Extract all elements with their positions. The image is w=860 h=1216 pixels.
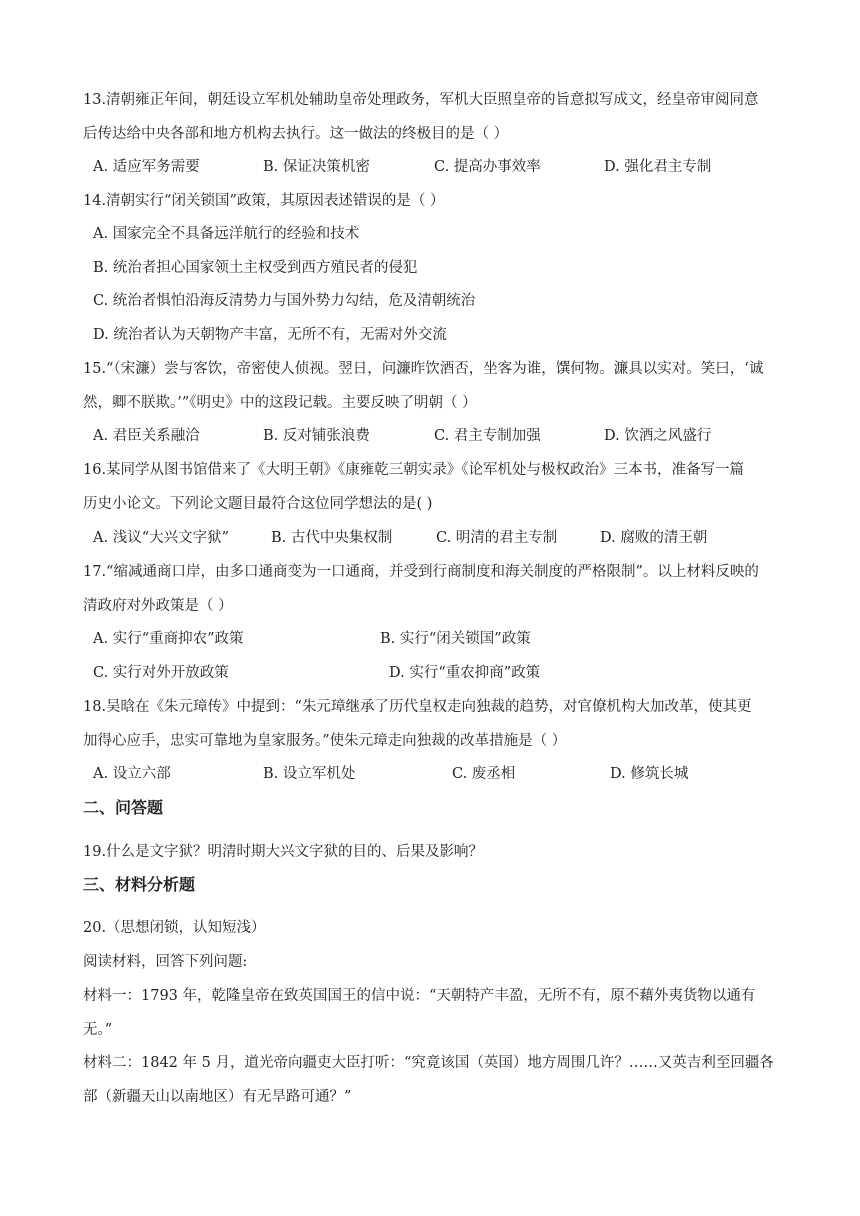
q15-stem-line-2: 然，卿不朕欺。’”《明史》中的这段记载。主要反映了明朝（ ） bbox=[83, 395, 477, 411]
q17-stem-line-1: 17.“缩减通商口岸，由多口通商变为一口通商，并受到行商制度和海关制度的严格限制”。以上材料反映的 bbox=[83, 564, 759, 580]
q16-option-a[interactable]: A. 浅议“大兴文字狱” bbox=[93, 530, 230, 546]
q15-option-c[interactable]: C. 君主专制加强 bbox=[434, 428, 541, 444]
q15-stem-line-1: 15.“（宋濂）尝与客饮，帝密使人侦视。翌日，问濂昨饮酒否，坐客为谁，馔何物。濂具以实对。笑曰，‘诚 bbox=[83, 361, 764, 377]
q13-stem-line-2: 后传达给中央各部和地方机构去执行。这一做法的终极目的是（ ） bbox=[83, 126, 509, 142]
material-2-line-2: 部（新疆天山以南地区）有无旱路可通？” bbox=[83, 1089, 352, 1105]
q17-option-b[interactable]: B. 实行“闭关锁国”政策 bbox=[380, 631, 531, 647]
q18-stem-line-2: 加得心应手，忠实可靠地为皇家服务。”使朱元璋走向独裁的改革措施是（ ） bbox=[83, 733, 567, 749]
q14-option-d[interactable]: D. 统治者认为天朝物产丰富，无所不有，无需对外交流 bbox=[93, 327, 447, 343]
q13-option-a[interactable]: A. 适应军务需要 bbox=[93, 159, 200, 175]
q17-option-d[interactable]: D. 实行“重农抑商”政策 bbox=[389, 665, 541, 681]
q18-option-c[interactable]: C. 废丞相 bbox=[452, 766, 516, 782]
q17-stem-line-2: 清政府对外政策是（ ） bbox=[83, 598, 233, 614]
q13-option-b[interactable]: B. 保证决策机密 bbox=[263, 159, 370, 175]
q20-heading: 20.（思想闭锁，认知短浅） bbox=[83, 920, 266, 936]
q15-option-b[interactable]: B. 反对铺张浪费 bbox=[263, 428, 370, 444]
q18-stem-line-1: 18.吴晗在《朱元璋传》中提到：“朱元璋继承了历代皇权走向独裁的趋势，对官僚机构大加改革，使其更 bbox=[83, 699, 752, 715]
q20-intro: 阅读材料，回答下列问题: bbox=[83, 954, 248, 970]
q13-option-c[interactable]: C. 提高办事效率 bbox=[434, 159, 541, 175]
material-1-line-1: 材料一：1793 年，乾隆皇帝在致英国国王的信中说：“天朝特产丰盈，无所不有，原不藉外夷货物以通有 bbox=[83, 988, 756, 1004]
q16-stem-line-2: 历史小论文。下列论文题目最符合这位同学想法的是( ) bbox=[83, 496, 433, 512]
material-1-line-2: 无。” bbox=[83, 1022, 113, 1038]
section-2-title: 二、问答题 bbox=[83, 798, 164, 817]
q17-option-c[interactable]: C. 实行对外开放政策 bbox=[93, 665, 229, 681]
q18-option-b[interactable]: B. 设立军机处 bbox=[263, 766, 356, 782]
q16-option-b[interactable]: B. 古代中央集权制 bbox=[271, 530, 393, 546]
section-3-title: 三、材料分析题 bbox=[83, 875, 196, 894]
q18-option-a[interactable]: A. 设立六部 bbox=[93, 766, 171, 782]
q19-stem: 19.什么是文字狱？明清时期大兴文字狱的目的、后果及影响？ bbox=[83, 844, 484, 860]
q13-stem-line-1: 13.清朝雍正年间，朝廷设立军机处辅助皇帝处理政务，军机大臣照皇帝的旨意拟写成文，经皇帝审阅同意 bbox=[83, 92, 759, 108]
q16-stem-line-1: 16.某同学从图书馆借来了《大明王朝》《康雍乾三朝实录》《论军机处与极权政治》三本书，准备写一篇 bbox=[83, 462, 745, 478]
q14-option-b[interactable]: B. 统治者担心国家领土主权受到西方殖民者的侵犯 bbox=[93, 260, 418, 276]
material-2-line-1: 材料二：1842 年 5 月，道光帝向疆吏大臣打听：“究竟该国（英国）地方周围几许？……又英吉利至回疆各 bbox=[83, 1055, 774, 1071]
q13-option-d[interactable]: D. 强化君主专制 bbox=[604, 159, 712, 175]
q18-option-d[interactable]: D. 修筑长城 bbox=[610, 766, 689, 782]
q16-option-c[interactable]: C. 明清的君主专制 bbox=[436, 530, 558, 546]
q15-option-d[interactable]: D. 饮酒之风盛行 bbox=[604, 428, 712, 444]
q14-option-c[interactable]: C. 统治者惧怕沿海反清势力与国外势力勾结，危及清朝统治 bbox=[93, 293, 476, 309]
q14-stem-line-1: 14.清朝实行“闭关锁国”政策，其原因表述错误的是（ ） bbox=[83, 193, 445, 209]
q15-option-a[interactable]: A. 君臣关系融洽 bbox=[93, 428, 200, 444]
q17-option-a[interactable]: A. 实行“重商抑农”政策 bbox=[93, 631, 244, 647]
q16-option-d[interactable]: D. 腐败的清王朝 bbox=[600, 530, 708, 546]
q14-option-a[interactable]: A. 国家完全不具备远洋航行的经验和技术 bbox=[93, 226, 360, 242]
